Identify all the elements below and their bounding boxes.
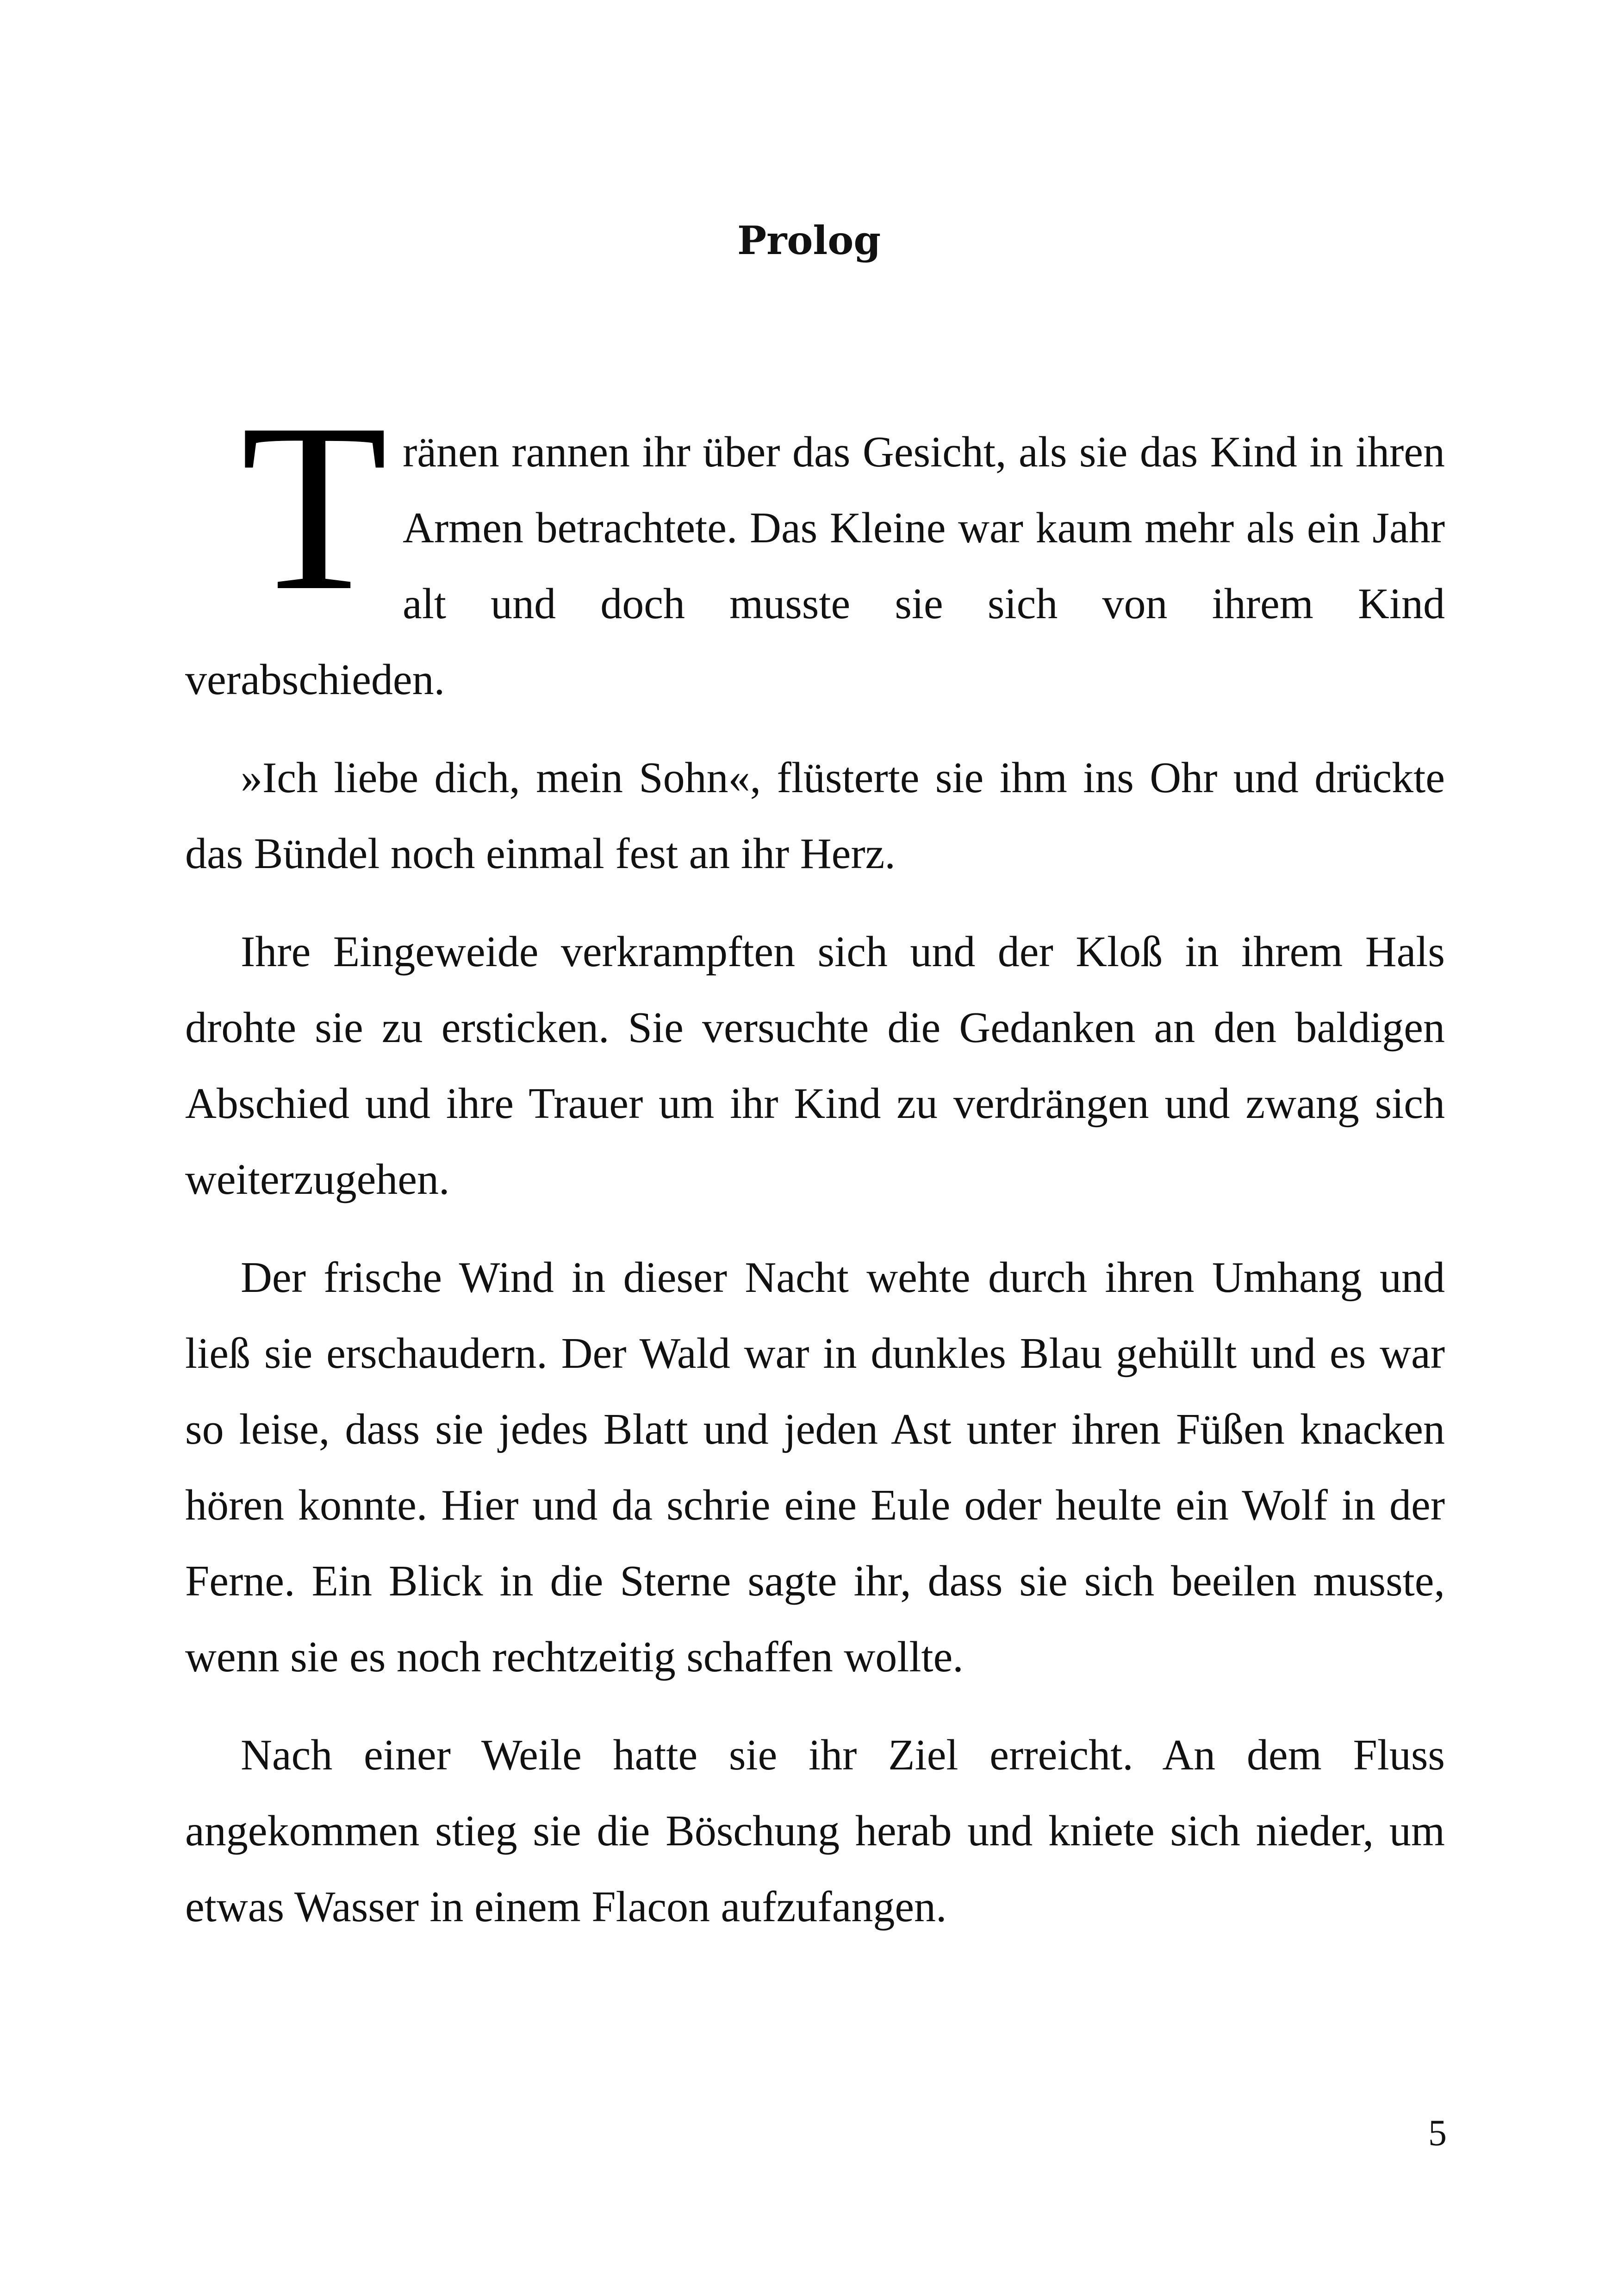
page-number: 5 xyxy=(1428,2113,1447,2153)
chapter-title: Prolog xyxy=(737,217,881,263)
drop-cap: T xyxy=(241,374,388,640)
paragraph-5: Nach einer Weile hatte sie ihr Ziel erreicht. An dem Fluss angekommen stieg sie die Böschung herab und kniete sich nieder, um etwas Wasser in einem Flacon aufzufangen. xyxy=(185,1731,1445,1931)
chapter-body xyxy=(185,374,1445,1967)
paragraph-4: Der frische Wind in dieser Nacht wehte durch ihren Umhang und ließ sie erschaudern. Der Wald war in dunkles Blau gehüllt und es war so leise, dass sie jedes Blatt und jeden Ast unter ihren Füßen knacken hören konnte. Hier und da schrie eine Eule oder heulte ein Wolf in der Ferne. Ein Blick in die Sterne sagte ihr, dass sie sich beeilen musste, wenn sie es noch rechtzeitig schaffen wollte. xyxy=(185,1253,1445,1681)
paragraph-3: Ihre Eingeweide verkrampften sich und der Kloß in ihrem Hals drohte sie zu ersticken. Sie versuchte die Gedanken an den baldigen Abschied und ihre Trauer um ihr Kind zu verdrängen und zwang sich weiterzugehen. xyxy=(185,928,1445,1204)
paragraph-1-text: ränen rannen ihr über das Gesicht, als sie das Kind in ihren Armen betrachtete. Das Kleine war kaum mehr als ein Jahr alt und doch musste sie sich von ihrem Kind verabschieden. xyxy=(185,428,1445,704)
paragraph-2: »Ich liebe dich, mein Sohn«, flüsterte sie ihm ins Ohr und drückte das Bündel noch einmal fest an ihr Herz. xyxy=(185,754,1445,878)
paragraph-1 xyxy=(185,374,1445,718)
